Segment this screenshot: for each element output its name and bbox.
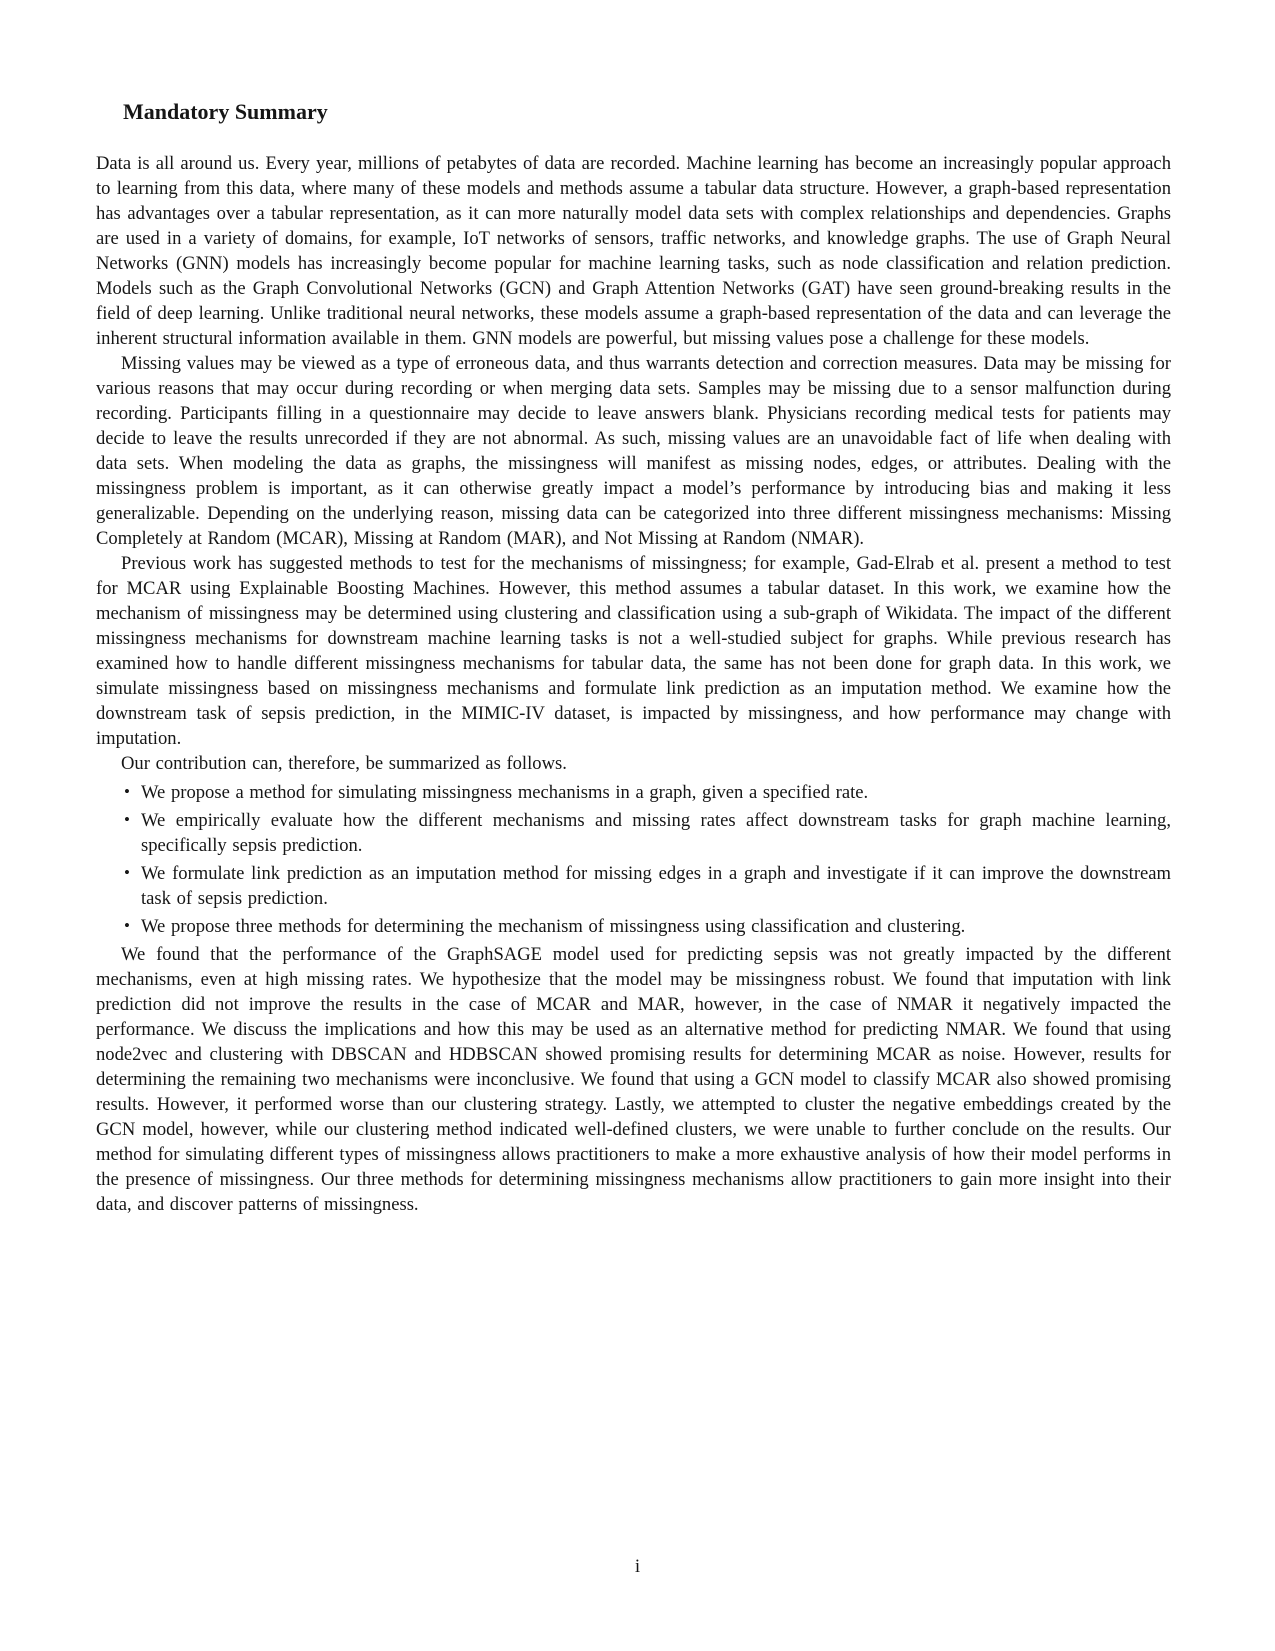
list-item [96,861,1171,911]
page-content [96,99,1171,1217]
list-item-text: We empirically evaluate how the different mechanisms and missing rates affect downstream tasks for graph machine learning, specifically sepsis prediction. [141,810,1171,856]
paragraph-missing-values: Missing values may be viewed as a type of erroneous data, and thus warrants detection and correction measures. Data may be missing for various reasons that may occur during recording or when merging data sets. Samples may be missing due to a sensor malfunction during recording. Participants filling in a questionnaire may decide to leave answers blank. Physicians recording medical tests for patients may decide to leave the results unrecorded if they are not abnormal. As such, missing values are an unavoidable fact of life when dealing with data sets. When modeling the data as graphs, the missingness will manifest as missing nodes, edges, or attributes. Dealing with the missingness problem is important, as it can otherwise greatly impact a model’s performance by introducing bias and making it less generalizable. Depending on the underlying reason, missing data can be categorized into three different missingness mechanisms: Missing Completely at Random (MCAR), Missing at Random (MAR), and Not Missing at Random (NMAR). [96,353,1171,549]
contribution-list [96,780,1171,939]
bullet-icon: • [124,810,130,829]
list-item [96,780,1171,805]
list-item [96,914,1171,939]
paragraph-findings: We found that the performance of the GraphSAGE model used for predicting sepsis was not greatly impacted by the different mechanisms, even at high missing rates. We hypothesize that the model may be missingness robust. We found that imputation with link prediction did not improve the results in the case of MCAR and MAR, however, in the case of NMAR it negatively impacted the performance. We discuss the implications and how this may be used as an alternative method for predicting NMAR. We found that using node2vec and clustering with DBSCAN and HDBSCAN showed promising results for determining MCAR as noise. However, results for determining the remaining two mechanisms were inconclusive. We found that using a GCN model to classify MCAR also showed promising results. However, it performed worse than our clustering strategy. Lastly, we attempted to cluster the negative embeddings created by the GCN model, however, while our clustering method indicated well-defined clusters, we were unable to further conclude on the results. Our method for simulating different types of missingness allows practitioners to make a more exhaustive analysis of how their model performs in the presence of missingness. Our three methods for determining missingness mechanisms allow practitioners to gain more insight into their data, and discover patterns of missingness. [96,944,1171,1215]
paragraph-contribution-intro: Our contribution can, therefore, be summarized as follows. [121,753,567,774]
paragraph-data-intro: Data is all around us. Every year, millions of petabytes of data are recorded. Machine learning has become an increasingly popular approach to learning from this data, where many of these models and methods assume a tabular data structure. However, a graph-based representation has advantages over a tabular representation, as it can more naturally model data sets with complex relationships and dependencies. Graphs are used in a variety of domains, for example, IoT networks of sensors, traffic networks, and knowledge graphs. The use of Graph Neural Networks (GNN) models has increasingly become popular for machine learning tasks, such as node classification and relation prediction. Models such as the Graph Convolutional Networks (GCN) and Graph Attention Networks (GAT) have seen ground-breaking results in the field of deep learning. Unlike traditional neural networks, these models assume a graph-based representation of the data and can leverage the inherent structural information available in them. GNN models are powerful, but missing values pose a challenge for these models. [96,153,1171,349]
section-heading: Mandatory Summary [123,99,328,124]
page-number: i [634,1556,641,1577]
bullet-icon: • [124,782,130,801]
list-item-text: We propose three methods for determining the mechanism of missingness using classification and clustering. [141,916,966,937]
bullet-icon: • [124,863,130,882]
list-item-text: We propose a method for simulating missingness mechanisms in a graph, given a specified rate. [141,782,869,803]
list-item-text: We formulate link prediction as an imputation method for missing edges in a graph and investigate if it can improve the downstream task of sepsis prediction. [141,863,1171,909]
bullet-icon: • [124,916,130,935]
paragraph-previous-work: Previous work has suggested methods to test for the mechanisms of missingness; for example, Gad-Elrab et al. present a method to test for MCAR using Explainable Boosting Machines. However, this method assumes a tabular dataset. In this work, we examine how the mechanism of missingness may be determined using clustering and classification using a sub-graph of Wikidata. The impact of the different missingness mechanisms for downstream machine learning tasks is not a well-studied subject for graphs. While previous research has examined how to handle different missingness mechanisms for tabular data, the same has not been done for graph data. In this work, we simulate missingness based on missingness mechanisms and formulate link prediction as an imputation method. We examine how the downstream task of sepsis prediction, in the MIMIC-IV dataset, is impacted by missingness, and how performance may change with imputation. [96,553,1171,749]
list-item [96,808,1171,858]
